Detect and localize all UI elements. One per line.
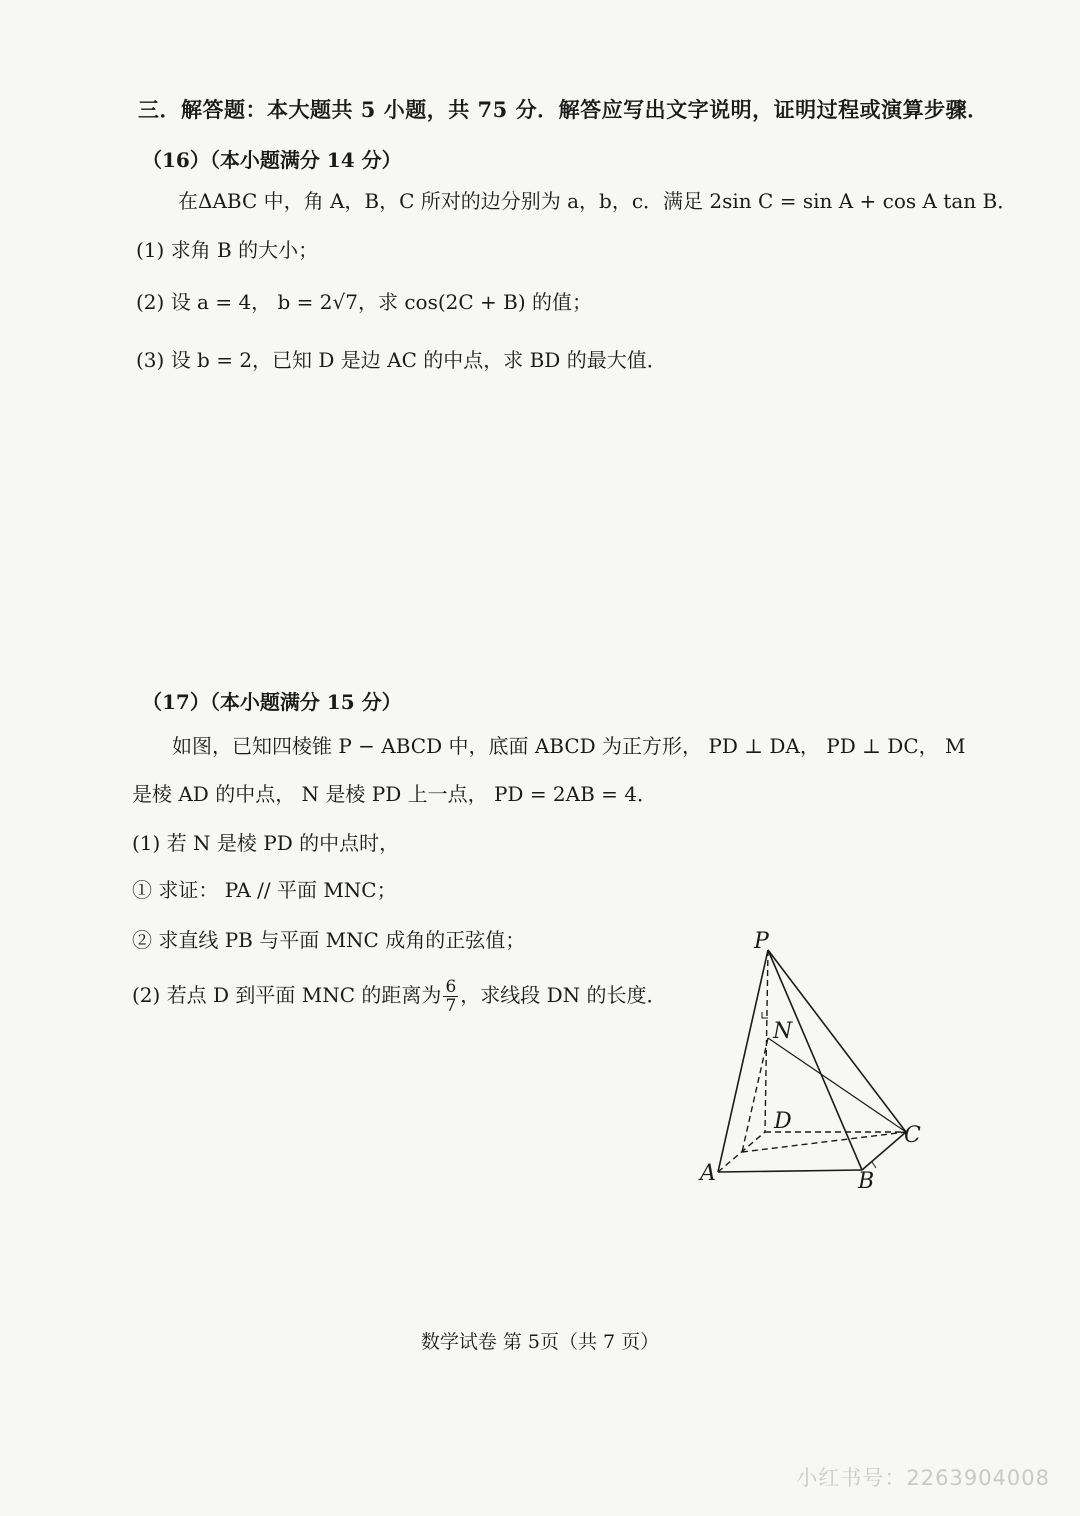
edge-AB (718, 1170, 862, 1172)
fraction-denominator: 7 (445, 996, 457, 1016)
question-16-part-1: (1) 求角 B 的大小； (136, 238, 319, 262)
section-title: 三．解答题：本大题共 5 小题，共 75 分．解答应写出文字说明，证明过程或演算步骤． (138, 97, 989, 122)
label-N: N (773, 1019, 793, 1044)
segment-NM-hidden (742, 1038, 768, 1152)
edge-BC (862, 1132, 906, 1170)
fraction-numerator: 6 (445, 977, 457, 997)
question-16-part-3: (3) 设 b = 2，已知 D 是边 AC 的中点，求 BD 的最大值． (136, 348, 667, 372)
edge-PB (768, 950, 862, 1170)
question-17-part-1-b: ② 求直线 PB 与平面 MNC 成角的正弦值； (132, 928, 526, 952)
fraction-six-sevenths (443, 978, 458, 1015)
watermark: 小红书号：2263904008 (796, 1466, 1050, 1490)
pyramid-diagram (690, 920, 950, 1195)
label-B: B (858, 1169, 875, 1194)
tick-mark-B (872, 1162, 876, 1168)
label-A: A (700, 1161, 716, 1186)
question-17-stem-line-1: 如图，已知四棱锥 P − ABCD 中，底面 ABCD 为正方形， PD ⊥ DA， PD ⊥ DC， M (172, 734, 966, 758)
question-17-part-1-a: ① 求证： PA // 平面 MNC； (132, 878, 397, 902)
question-17-part-1: (1) 若 N 是棱 PD 的中点时， (132, 831, 400, 855)
question-16-stem: 在ΔABC 中，角 A，B，C 所对的边分别为 a，b，c．满足 2sin C = sin A + cos A tan B． (178, 189, 1018, 213)
page-footer: 数学试卷 第 5页（共 7 页） (420, 1331, 660, 1353)
label-C: C (904, 1123, 921, 1148)
question-17-stem-line-2: 是棱 AD 的中点， N 是棱 PD 上一点， PD = 2AB = 4． (132, 782, 657, 806)
question-16-header: （16）（本小题满分 14 分） (142, 148, 402, 172)
segment-MC-hidden (742, 1132, 906, 1152)
question-16-part-2: (2) 设 a = 4， b = 2√7，求 cos(2C + B) 的值； (136, 290, 593, 314)
question-17-part-2-text: (2) 若点 D 到平面 MNC 的距离为 (132, 983, 442, 1007)
pyramid-figure (690, 920, 950, 1195)
question-17-part-2 (132, 978, 667, 1015)
edge-PA (718, 950, 768, 1172)
label-D: D (774, 1109, 792, 1134)
question-17-part-2-tail: ，求线段 DN 的长度． (460, 983, 667, 1007)
question-17-header: （17）（本小题满分 15 分） (142, 690, 402, 714)
label-P: P (754, 929, 769, 954)
